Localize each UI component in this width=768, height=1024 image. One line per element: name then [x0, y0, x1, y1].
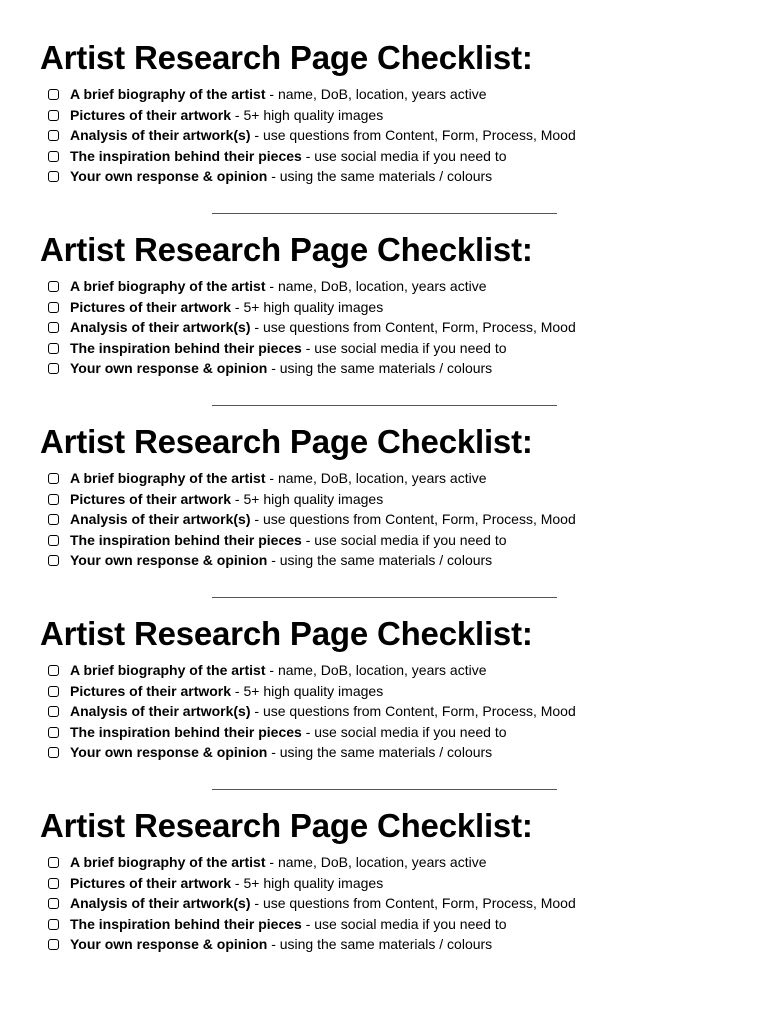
item-heading: Your own response & opinion [70, 552, 268, 569]
checkbox[interactable] [48, 535, 59, 546]
item-heading: The inspiration behind their pieces [70, 915, 302, 932]
item-heading: Pictures of their artwork [70, 106, 232, 123]
item-detail: - use social media if you need to [301, 915, 507, 932]
item-detail: - name, DoB, location, years active [265, 470, 487, 486]
item-detail: - name, DoB, location, years active [265, 662, 487, 678]
checkbox[interactable] [48, 363, 59, 374]
item-detail: - 5+ high quality images [231, 682, 384, 699]
checklist-item [40, 105, 740, 126]
checkbox[interactable] [48, 322, 59, 333]
item-heading: Pictures of their artwork [70, 874, 232, 891]
section-divider [212, 597, 557, 598]
checklist-items [40, 276, 740, 379]
checklist-title: Artist Research Page Checklist: [40, 39, 533, 76]
item-heading: Analysis of their artwork(s) [70, 127, 251, 144]
item-heading: Your own response & opinion [70, 168, 268, 185]
checklist-item [40, 84, 740, 105]
checkbox[interactable] [48, 89, 59, 100]
checklist-item [40, 509, 740, 530]
item-heading: Pictures of their artwork [70, 490, 232, 507]
item-detail: - use social media if you need to [301, 723, 507, 740]
checkbox[interactable] [48, 898, 59, 909]
checkbox[interactable] [48, 171, 59, 182]
item-detail: - 5+ high quality images [231, 298, 384, 315]
checklist-item [40, 550, 740, 571]
item-heading: The inspiration behind their pieces [70, 339, 302, 356]
checklist-items [40, 660, 740, 763]
item-detail: - using the same materials / colours [267, 744, 493, 761]
checklist-section [40, 424, 740, 571]
item-heading: A brief biography of the artist [70, 662, 266, 678]
item-heading: A brief biography of the artist [70, 470, 266, 486]
checkbox[interactable] [48, 939, 59, 950]
item-heading: A brief biography of the artist [70, 854, 266, 870]
item-heading: Your own response & opinion [70, 936, 268, 953]
item-detail: - using the same materials / colours [267, 936, 493, 953]
checkbox[interactable] [48, 151, 59, 162]
item-detail: - use questions from Content, Form, Process, Mood [250, 127, 576, 144]
checkbox[interactable] [48, 919, 59, 930]
item-heading: Pictures of their artwork [70, 682, 232, 699]
checklist-item [40, 660, 740, 681]
checkbox[interactable] [48, 110, 59, 121]
checklist-item [40, 742, 740, 763]
checkbox[interactable] [48, 514, 59, 525]
checklist-items [40, 84, 740, 187]
section-divider [212, 405, 557, 406]
section-divider [212, 789, 557, 790]
item-heading: Your own response & opinion [70, 744, 268, 761]
item-heading: Your own response & opinion [70, 360, 268, 377]
checklist-item [40, 146, 740, 167]
checklist-item [40, 681, 740, 702]
checklist-items [40, 852, 740, 955]
checklist-item [40, 358, 740, 379]
item-heading: Analysis of their artwork(s) [70, 511, 251, 528]
checklist-item [40, 338, 740, 359]
item-heading: Analysis of their artwork(s) [70, 319, 251, 336]
item-detail: - use questions from Content, Form, Process, Mood [250, 895, 576, 912]
checklist-section [40, 232, 740, 379]
item-detail: - use questions from Content, Form, Process, Mood [250, 319, 576, 336]
checklist-item [40, 489, 740, 510]
item-detail: - name, DoB, location, years active [265, 86, 487, 102]
checklist-item [40, 468, 740, 489]
checkbox[interactable] [48, 555, 59, 566]
checkbox[interactable] [48, 747, 59, 758]
item-heading: Analysis of their artwork(s) [70, 703, 251, 720]
item-detail: - use questions from Content, Form, Process, Mood [250, 703, 576, 720]
checkbox[interactable] [48, 727, 59, 738]
item-heading: A brief biography of the artist [70, 278, 266, 294]
checkbox[interactable] [48, 857, 59, 868]
checklist-section [40, 616, 740, 763]
checkbox[interactable] [48, 665, 59, 676]
checkbox[interactable] [48, 302, 59, 313]
item-detail: - using the same materials / colours [267, 552, 493, 569]
checklist-title: Artist Research Page Checklist: [40, 423, 533, 460]
checklist-item [40, 166, 740, 187]
item-detail: - name, DoB, location, years active [265, 854, 487, 870]
checklist-section [40, 808, 740, 955]
checklist-item [40, 317, 740, 338]
checkbox[interactable] [48, 473, 59, 484]
checkbox[interactable] [48, 130, 59, 141]
item-heading: A brief biography of the artist [70, 86, 266, 102]
checklist-item [40, 852, 740, 873]
checklist-title: Artist Research Page Checklist: [40, 231, 533, 268]
item-detail: - 5+ high quality images [231, 874, 384, 891]
checklist-item [40, 125, 740, 146]
section-divider [212, 213, 557, 214]
item-heading: Pictures of their artwork [70, 298, 232, 315]
checklist-section [40, 40, 740, 187]
item-detail: - use social media if you need to [301, 531, 507, 548]
item-detail: - using the same materials / colours [267, 360, 493, 377]
item-heading: Analysis of their artwork(s) [70, 895, 251, 912]
item-detail: - use questions from Content, Form, Process, Mood [250, 511, 576, 528]
checklist-item [40, 297, 740, 318]
item-detail: - use social media if you need to [301, 147, 507, 164]
checkbox[interactable] [48, 686, 59, 697]
item-detail: - 5+ high quality images [231, 106, 384, 123]
checkbox[interactable] [48, 281, 59, 292]
checklist-item [40, 722, 740, 743]
checkbox[interactable] [48, 706, 59, 717]
item-heading: The inspiration behind their pieces [70, 147, 302, 164]
item-heading: The inspiration behind their pieces [70, 531, 302, 548]
item-detail: - use social media if you need to [301, 339, 507, 356]
item-heading: The inspiration behind their pieces [70, 723, 302, 740]
checklist-item [40, 893, 740, 914]
checklist-item [40, 934, 740, 955]
checklist-item [40, 276, 740, 297]
item-detail: - 5+ high quality images [231, 490, 384, 507]
checklist-item [40, 914, 740, 935]
checklist-title: Artist Research Page Checklist: [40, 615, 533, 652]
item-detail: - using the same materials / colours [267, 168, 493, 185]
checklist-items [40, 468, 740, 571]
checkbox[interactable] [48, 878, 59, 889]
checklist-item [40, 873, 740, 894]
checklist-item [40, 701, 740, 722]
checklist-title: Artist Research Page Checklist: [40, 807, 533, 844]
item-detail: - name, DoB, location, years active [265, 278, 487, 294]
checkbox[interactable] [48, 343, 59, 354]
checklist-item [40, 530, 740, 551]
checkbox[interactable] [48, 494, 59, 505]
